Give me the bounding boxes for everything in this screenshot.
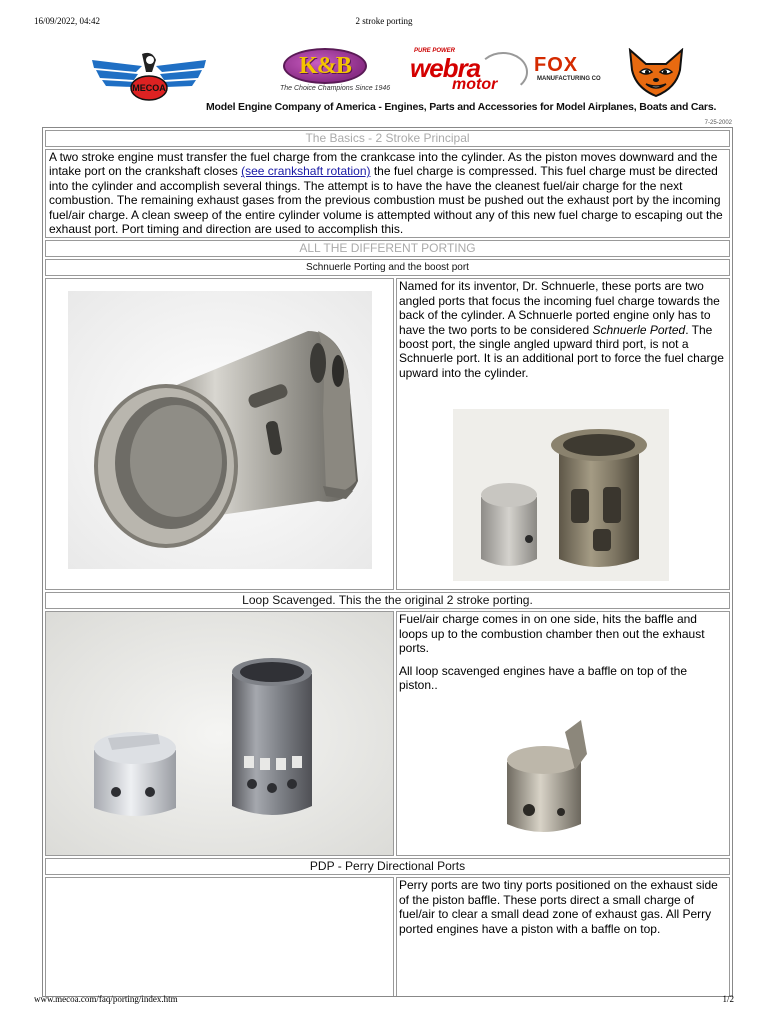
- fox-face-icon: [624, 48, 688, 98]
- webra-pure-power: PURE POWER: [414, 48, 456, 54]
- loop-baffle-piston-image: [485, 712, 621, 852]
- schnuerle-text-2: . The boost port, the single angled upward third port, is not a Schnuerle port. It is an additional port to force the fuel charge upward into the cylinder.: [399, 322, 724, 380]
- print-footer: [34, 994, 734, 1006]
- basics-paragraph: [45, 149, 730, 238]
- schnuerle-text-cell: [396, 278, 730, 590]
- schnuerle-heading: Schnuerle Porting and the boost port: [45, 259, 730, 276]
- basics-text-1: A two stroke engine must transfer the fuel charge from the crankcase into the cylinder. As the piston moves downward and the intake port on the crankshaft closes: [49, 150, 718, 179]
- mecoa-logo: [90, 52, 208, 102]
- basics-heading: The Basics - 2 Stroke Principal: [45, 130, 730, 147]
- banner-tagline: Model Engine Company of America - Engines, Parts and Accessories for Model Airplanes, Boats and Cars.: [206, 101, 717, 113]
- porting-heading: ALL THE DIFFERENT PORTING: [45, 240, 730, 257]
- schnuerle-piston-sleeve-image: [453, 409, 669, 581]
- loop-heading: Loop Scavenged. This the the original 2 stroke porting.: [45, 592, 730, 609]
- kb-text: K&B: [299, 52, 351, 79]
- print-date: 16/09/2022, 04:42: [34, 16, 101, 26]
- webra-motor-text: motor: [452, 76, 498, 93]
- print-title: 2 stroke porting: [355, 16, 413, 26]
- fox-logo: [534, 54, 620, 88]
- schnuerle-row: [45, 278, 730, 590]
- content-table: [42, 127, 733, 997]
- pdp-row: [45, 877, 730, 997]
- schnuerle-emphasis: Schnuerle Ported: [592, 322, 686, 337]
- basics-text-2: the fuel charge is compressed. This fuel charge must be directed into the cylinder and accomplish several things. The attempt is to have the have the cleanest fuel/air charge for the next combustion. The remaining exhaust gases from the previous combustion must be pushed out the exhaust port by the incoming fuel/air charge. A clean sweep of the entire cylinder volume is attempted without any of this new fuel charge to escaping out the exhaust port. Port timing and direction are used to accomplish this.: [49, 164, 723, 237]
- print-header: [34, 16, 734, 28]
- schnuerle-paragraph: [397, 279, 729, 380]
- loop-text-cell: [396, 611, 730, 856]
- pdp-text-cell: [396, 877, 730, 997]
- crankshaft-rotation-link[interactable]: (see crankshaft rotation): [241, 164, 371, 179]
- loop-image-cell: [45, 611, 394, 856]
- loop-piston-cylinder-image: [46, 612, 393, 855]
- print-page-number: 1/2: [722, 994, 734, 1004]
- kb-logo: [283, 48, 367, 84]
- banner: [90, 46, 717, 118]
- loop-text-1: Fuel/air charge comes in on one side, hits the baffle and loops up to the combustion chamber then out the exhaust ports.: [399, 612, 705, 656]
- pdp-heading: PDP - Perry Directional Ports: [45, 858, 730, 875]
- webra-text: webra: [410, 53, 481, 83]
- schnuerle-cylinder-liner-image: [68, 291, 372, 569]
- schnuerle-text-1: Named for its inventor, Dr. Schnuerle, these ports are two angled ports that focus the incoming fuel charge towards the back of the cylinder. A Schnuerle ported engine only has to have the two ports to be considered: [399, 279, 720, 337]
- pdp-image-cell: [45, 877, 394, 997]
- webra-logo: [408, 48, 526, 100]
- page-date: 7-25-2002: [704, 120, 732, 126]
- print-url: www.mecoa.com/faq/porting/index.htm: [34, 994, 178, 1004]
- fox-text: FOX: [534, 54, 579, 76]
- kb-tagline: The Choice Champions Since 1946: [280, 85, 391, 92]
- fox-sub-text: MANUFACTURING CO: [537, 76, 601, 82]
- loop-paragraph: [397, 612, 729, 692]
- mecoa-text: MECOA: [132, 83, 166, 93]
- loop-text-2: All loop scavenged engines have a baffle on top of the piston..: [399, 663, 687, 693]
- schnuerle-image-cell: [45, 278, 394, 590]
- pdp-paragraph: Perry ports are two tiny ports positioned on the exhaust side of the piston baffle. These ports direct a small charge of fuel/air to clear a small dead zone of exhaust gas. All Perry ported engines have a piston with a baffle on top.: [399, 878, 718, 936]
- loop-row: [45, 611, 730, 856]
